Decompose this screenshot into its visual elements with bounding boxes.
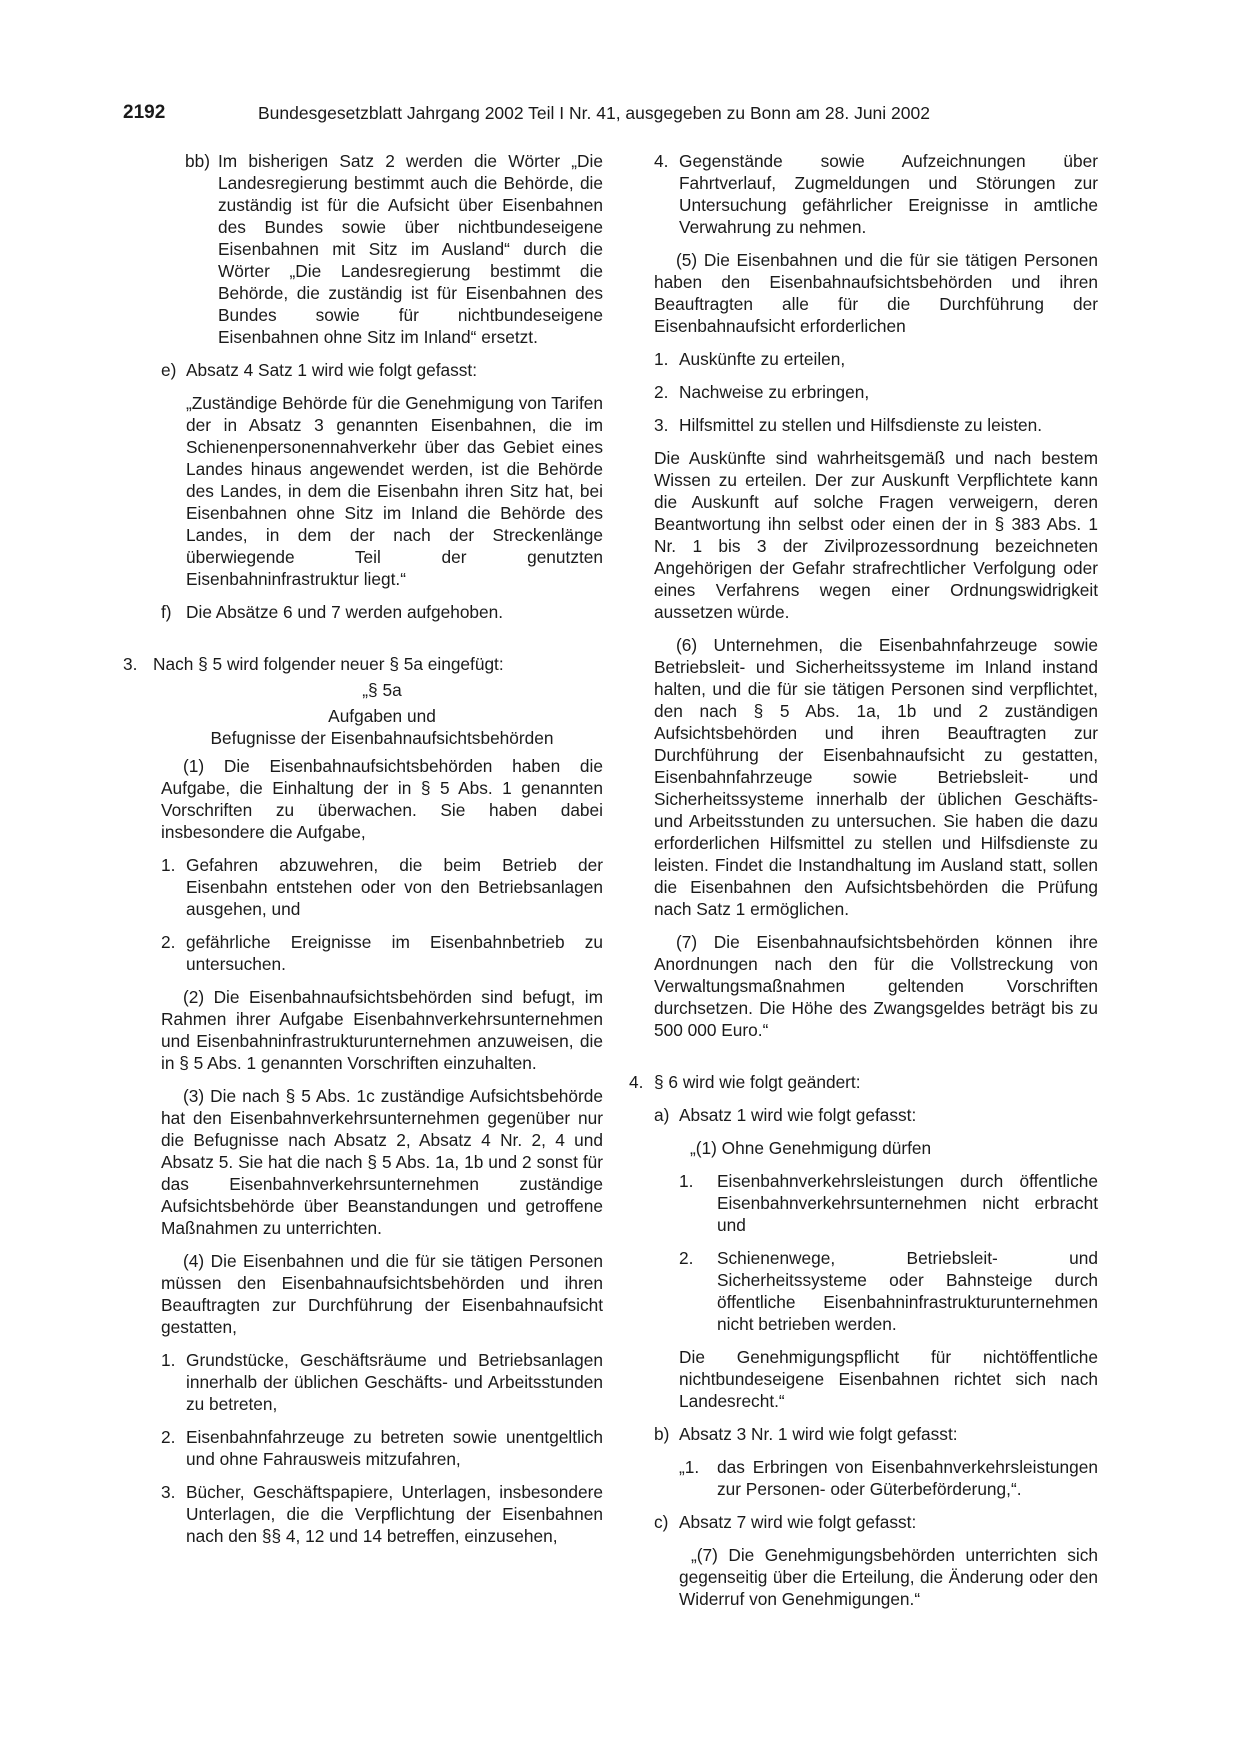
amendment-b bbox=[654, 1423, 1098, 1445]
list-item-text: Eisenbahnverkehrsleistungen durch öffentliche Eisenbahnverkehrsunternehmen nicht erbracht und bbox=[717, 1171, 1098, 1235]
item-label: f) bbox=[161, 602, 172, 622]
paragraph-6: (6) Unternehmen, die Eisenbahnfahrzeuge sowie Betriebsleit- und Sicherheitssysteme im Inland instand halten, und die für sie tätigen Personen sind verpflichtet, den nach § 5 Abs. 1a, 1b und 2 zuständigen Aufsichtsbehörden und ihren Beauftragten zur Durchführung der Eisenbahnaufsicht zu gestatten, Eisenbahnfahrzeuge sowie Betriebsleit- und Sicherheitssysteme innerhalb der üblichen Geschäfts- und Arbeitsstunden zu untersuchen. Sie haben die dazu erforderlichen Hilfsmittel zu stellen und Hilfsdienste zu leisten. Findet die Instandhaltung im Ausland statt, sollen die Eisenbahnen den Aufsichtsbehörden die Prüfung nach Satz 1 ermöglichen. bbox=[654, 635, 1098, 919]
running-head: Bundesgesetzblatt Jahrgang 2002 Teil I Nr. 41, ausgegeben zu Bonn am 28. Juni 2002 bbox=[258, 103, 930, 123]
list-item bbox=[123, 1481, 603, 1547]
amendment-text: Die Absätze 6 und 7 werden aufgehoben. bbox=[186, 602, 504, 622]
amendment-text: Nach § 5 wird folgender neuer § 5a eingefügt: bbox=[153, 654, 504, 674]
right-column bbox=[629, 150, 1098, 1621]
item-label: 2. bbox=[654, 382, 669, 402]
item-label: c) bbox=[654, 1512, 669, 1532]
list-item-text: Schienenwege, Betriebsleit- und Sicherheitssysteme oder Bahnsteige durch öffentliche Eisenbahninfrastrukturunternehmen nicht betrieben werden. bbox=[717, 1248, 1098, 1334]
amendment-e bbox=[123, 359, 603, 381]
amendment-text: § 6 wird wie folgt geändert: bbox=[654, 1072, 861, 1092]
quoted-text: Die Genehmigungspflicht für nichtöffentliche nichtbundeseigene Eisenbahnen richtet sich nach Landesrecht.“ bbox=[679, 1347, 1098, 1411]
list-item bbox=[654, 150, 1098, 238]
list-item bbox=[654, 414, 1098, 436]
amendment-text: Absatz 1 wird wie folgt gefasst: bbox=[679, 1105, 917, 1125]
list-item bbox=[123, 1426, 603, 1470]
item-label: 4. bbox=[629, 1072, 644, 1092]
item-label: bb) bbox=[185, 151, 210, 171]
amendment-c bbox=[654, 1511, 1098, 1533]
section-heading bbox=[123, 679, 603, 749]
list-item-text: gefährliche Ereignisse im Eisenbahnbetrieb zu untersuchen. bbox=[186, 932, 603, 974]
item-label: b) bbox=[654, 1424, 670, 1444]
amendment-text: Im bisherigen Satz 2 werden die Wörter „Die Landesregierung bestimmt auch die Behörde, die zuständig ist für die Aufsicht über Eisenbahnen des Bundes sowie über nichtbundeseigene Eisenbahnen mit Sitz im Ausland“ durch die Wörter „Die Landesregierung bestimmt die Behörde, die zuständig ist für Eisenbahnen des Bundes sowie für nichtbundeseigene Eisenbahnen ohne Sitz im Inland“ ersetzt. bbox=[218, 151, 603, 347]
item-label: e) bbox=[161, 360, 177, 380]
paragraph-2: (2) Die Eisenbahnaufsichtsbehörden sind befugt, im Rahmen ihrer Aufgabe Eisenbahnverkehrsunternehmen und Eisenbahninfrastrukturunternehmen anzuweisen, die in § 5 Abs. 1 genannten Vorschriften einzuhalten. bbox=[161, 987, 603, 1073]
item-label: 2. bbox=[161, 1427, 176, 1447]
section-title: Aufgaben und bbox=[328, 706, 436, 726]
amendment-f bbox=[123, 601, 603, 623]
page-header bbox=[123, 98, 1123, 128]
quoted-text: „(7) Die Genehmigungsbehörden unterrichten sich gegenseitig über die Erteilung, die Änderung oder den Widerruf von Genehmigungen.“ bbox=[679, 1545, 1098, 1609]
list-item bbox=[654, 1247, 1098, 1335]
paragraph-1: (1) Die Eisenbahnaufsichtsbehörden haben die Aufgabe, die Einhaltung der in § 5 Abs. 1 genannten Vorschriften zu überwachen. Sie haben dabei insbesondere die Aufgabe, bbox=[161, 756, 603, 842]
list-item-text: Hilfsmittel zu stellen und Hilfsdienste zu leisten. bbox=[679, 415, 1043, 435]
page-number: 2192 bbox=[123, 102, 166, 123]
paragraph-5: (5) Die Eisenbahnen und die für sie tätigen Personen haben den Eisenbahnaufsichtsbehörden und ihren Beauftragten alle für die Durchführung der Eisenbahnaufsicht erforderlichen bbox=[654, 250, 1098, 336]
item-label: 1. bbox=[161, 1350, 176, 1370]
item-label: 3. bbox=[654, 415, 669, 435]
item-label: 1. bbox=[161, 855, 176, 875]
quoted-list-item bbox=[654, 1456, 1098, 1500]
amendment-text: Absatz 7 wird wie folgt gefasst: bbox=[679, 1512, 917, 1532]
section-title: Befugnisse der Eisenbahnaufsichtsbehörden bbox=[210, 728, 554, 748]
quoted-text: „(1) Ohne Genehmigung dürfen bbox=[690, 1138, 932, 1158]
paragraph-7: (7) Die Eisenbahnaufsichtsbehörden können ihre Anordnungen nach den für die Vollstreckung von Verwaltungsmaßnahmen geltenden Vorschriften durchsetzen. Die Höhe des Zwangsgeldes beträgt bis zu 500 000 Euro.“ bbox=[654, 932, 1098, 1040]
list-item-text: Auskünfte zu erteilen, bbox=[679, 349, 846, 369]
list-item-text: Nachweise zu erbringen, bbox=[679, 382, 870, 402]
item-label: 1. bbox=[679, 1171, 694, 1191]
item-label: „1. bbox=[679, 1457, 700, 1477]
list-item bbox=[123, 854, 603, 920]
list-item-text: Gefahren abzuwehren, die beim Betrieb der Eisenbahn entstehen oder von den Betriebsanlagen ausgehen, und bbox=[186, 855, 603, 919]
item-label: 4. bbox=[654, 151, 669, 171]
list-item-text: Grundstücke, Geschäftsräume und Betriebsanlagen innerhalb der üblichen Geschäfts- und Arbeitsstunden zu betreten, bbox=[186, 1350, 603, 1414]
amendment-text: Absatz 3 Nr. 1 wird wie folgt gefasst: bbox=[679, 1424, 958, 1444]
item-label: 3. bbox=[123, 654, 138, 674]
paragraph-5-tail: Die Auskünfte sind wahrheitsgemäß und nach bestem Wissen zu erteilen. Der zur Auskunft Verpflichtete kann die Auskunft auf solche Fragen verweigern, deren Beantwortung ihn selbst oder einen der in § 383 Abs. 1 Nr. 1 bis 3 der Zivilprozessordnung bezeichneten Angehörigen der Gefahr strafrechtlicher Verfolgung oder eines Verfahrens wegen einer Ordnungswidrigkeit aussetzen würde. bbox=[654, 448, 1098, 622]
list-item bbox=[123, 1349, 603, 1415]
section-number: „§ 5a bbox=[362, 680, 402, 700]
list-item-text: das Erbringen von Eisenbahnverkehrsleistungen zur Personen- oder Güterbeförderung,“. bbox=[717, 1457, 1098, 1499]
quoted-text: „Zuständige Behörde für die Genehmigung von Tarifen der in Absatz 3 genannten Eisenbahnen, die im Schienenpersonennahverkehr über das Gebiet eines Landes hinaus angewendet werden, ist die Behörde des Landes, in dem die Eisenbahn ihren Sitz hat, bei Eisenbahnen ohne Sitz im Inland die Behörde des Landes, in dem der nach der Streckenlänge überwiegende Teil der genutzten Eisenbahninfrastruktur liegt.“ bbox=[186, 393, 603, 589]
list-item bbox=[654, 1170, 1098, 1236]
paragraph-3: (3) Die nach § 5 Abs. 1c zuständige Aufsichtsbehörde hat den Eisenbahnverkehrsunternehmen gegenüber nur die Befugnisse nach Absatz 2, Absatz 4 Nr. 2, 4 und Absatz 5. Sie hat die nach § 5 Abs. 1a, 1b und 2 sonst für das Eisenbahnverkehrsunternehmen zuständige Aufsichtsbehörde über Beanstandungen und getroffene Maßnahmen zu unterrichten. bbox=[161, 1086, 603, 1238]
amendment-item-3 bbox=[123, 653, 603, 675]
list-item-text: Gegenstände sowie Aufzeichnungen über Fahrtverlauf, Zugmeldungen und Störungen zur Untersuchung gefährlicher Ereignisse in amtliche Verwahrung zu nehmen. bbox=[679, 151, 1098, 237]
amendment-a bbox=[654, 1104, 1098, 1126]
item-label: 3. bbox=[161, 1482, 176, 1502]
list-item-text: Bücher, Geschäftspapiere, Unterlagen, insbesondere Unterlagen, die die Verpflichtung der Eisenbahnen nach den §§ 4, 12 und 14 betreffen, einzusehen, bbox=[186, 1482, 603, 1546]
amendment-bb bbox=[123, 150, 603, 348]
item-label: 2. bbox=[161, 932, 176, 952]
list-item-text: Eisenbahnfahrzeuge zu betreten sowie unentgeltlich und ohne Fahrausweis mitzufahren, bbox=[186, 1427, 603, 1469]
item-label: 2. bbox=[679, 1248, 694, 1268]
amendment-item-4 bbox=[629, 1071, 1098, 1093]
item-label: a) bbox=[654, 1105, 670, 1125]
paragraph-4: (4) Die Eisenbahnen und die für sie tätigen Personen müssen den Eisenbahnaufsichtsbehörden und ihren Beauftragten zur Durchführung der Eisenbahnaufsicht gestatten, bbox=[161, 1251, 603, 1337]
list-item bbox=[123, 931, 603, 975]
list-item bbox=[654, 348, 1098, 370]
list-item bbox=[654, 381, 1098, 403]
item-label: 1. bbox=[654, 349, 669, 369]
amendment-text: Absatz 4 Satz 1 wird wie folgt gefasst: bbox=[186, 360, 478, 380]
left-column bbox=[123, 150, 603, 1558]
